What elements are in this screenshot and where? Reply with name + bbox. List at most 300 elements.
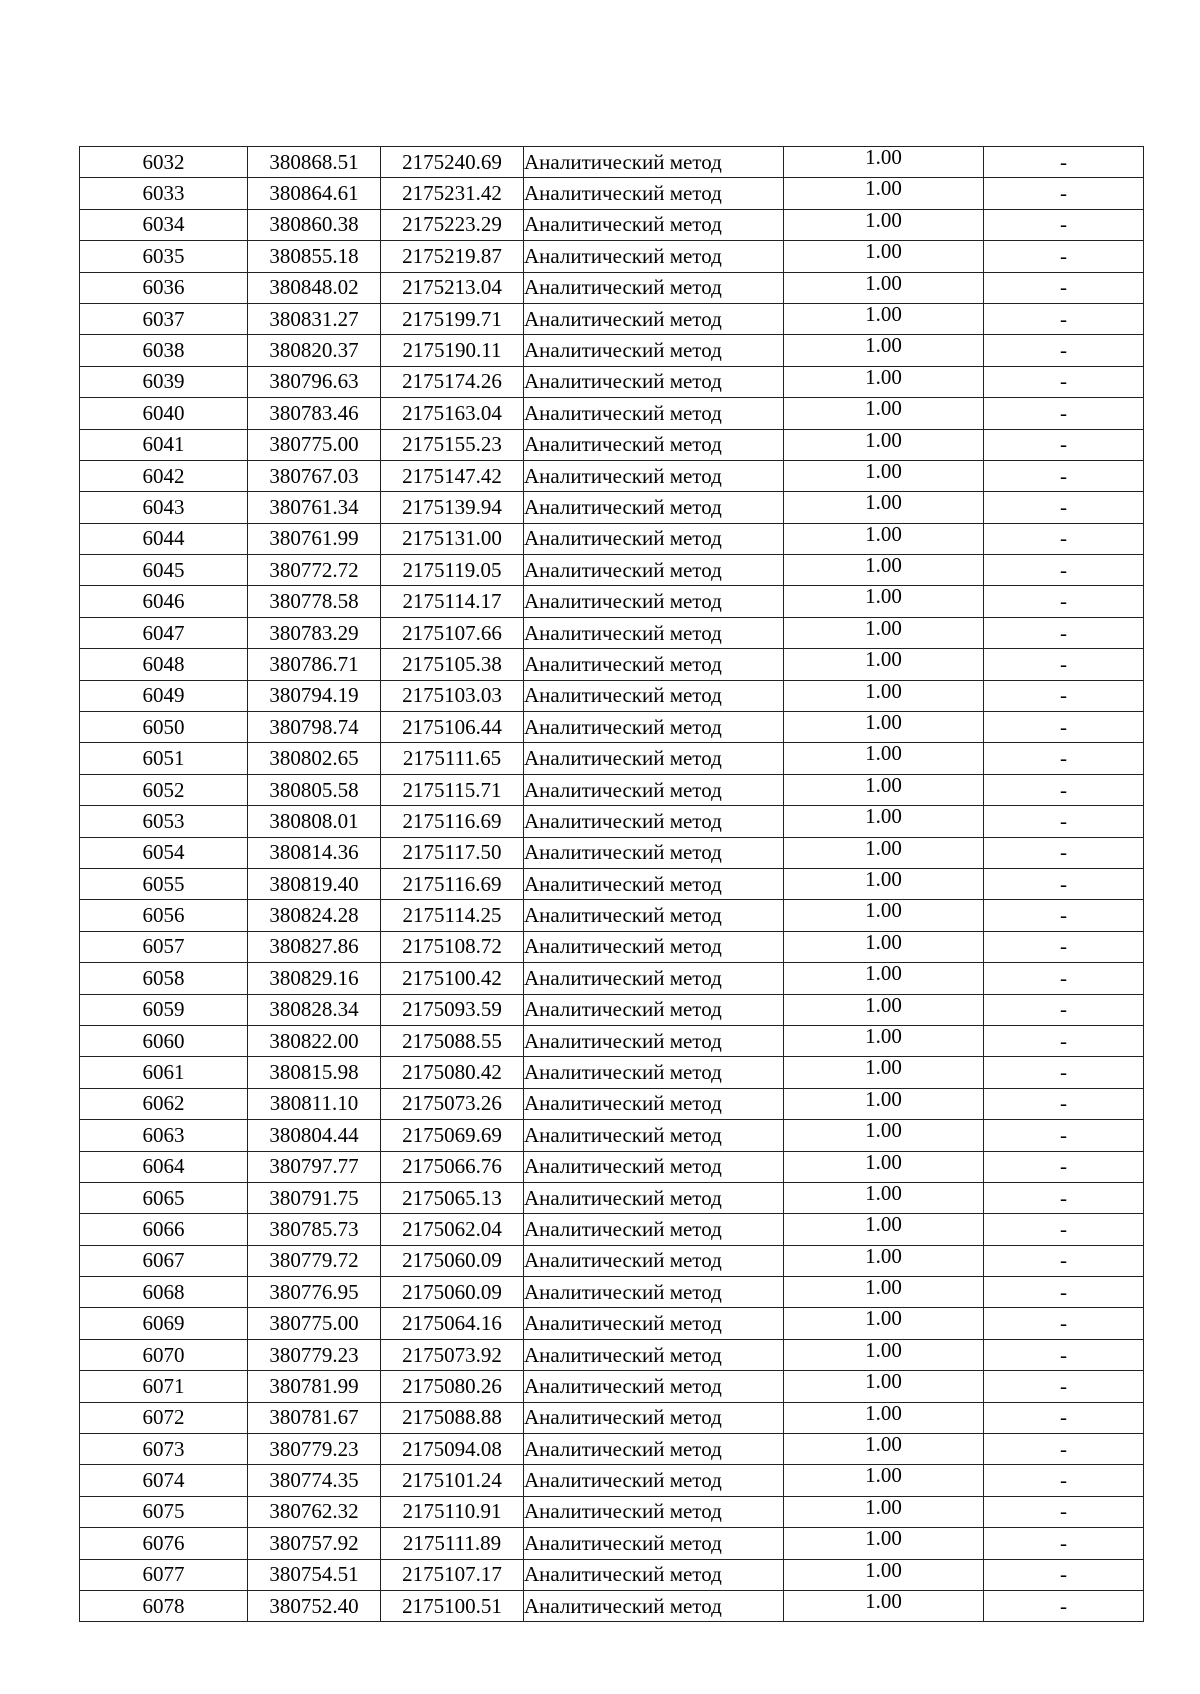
point-number-cell: 6040	[80, 398, 248, 429]
x-coordinate-cell: 380868.51	[248, 147, 381, 178]
error-cell: 1.00	[784, 555, 984, 586]
error-cell: 1.00	[784, 241, 984, 272]
method-cell: Аналитический метод	[524, 586, 784, 617]
table-row	[80, 147, 1144, 178]
note-cell: -	[984, 1308, 1144, 1339]
error-cell: 1.00	[784, 398, 984, 429]
table-row	[80, 335, 1144, 366]
table-row	[80, 1120, 1144, 1151]
method-cell: Аналитический метод	[524, 712, 784, 743]
method-cell: Аналитический метод	[524, 1339, 784, 1370]
x-coordinate-cell: 380775.00	[248, 429, 381, 460]
error-cell: 1.00	[784, 1182, 984, 1213]
table-row	[80, 1528, 1144, 1559]
error-cell: 1.00	[784, 1434, 984, 1465]
note-cell: -	[984, 994, 1144, 1025]
point-number-cell: 6071	[80, 1371, 248, 1402]
note-cell: -	[984, 1559, 1144, 1590]
y-coordinate-cell: 2175064.16	[381, 1308, 524, 1339]
y-coordinate-cell: 2175107.66	[381, 617, 524, 648]
table-row	[80, 680, 1144, 711]
error-cell: 1.00	[784, 1057, 984, 1088]
table-row	[80, 617, 1144, 648]
y-coordinate-cell: 2175119.05	[381, 555, 524, 586]
y-coordinate-cell: 2175103.03	[381, 680, 524, 711]
method-cell: Аналитический метод	[524, 1151, 784, 1182]
x-coordinate-cell: 380802.65	[248, 743, 381, 774]
y-coordinate-cell: 2175073.26	[381, 1088, 524, 1119]
note-cell: -	[984, 1590, 1144, 1621]
error-cell: 1.00	[784, 1496, 984, 1527]
y-coordinate-cell: 2175114.17	[381, 586, 524, 617]
point-number-cell: 6048	[80, 649, 248, 680]
table-row	[80, 1245, 1144, 1276]
error-cell: 1.00	[784, 335, 984, 366]
x-coordinate-cell: 380786.71	[248, 649, 381, 680]
method-cell: Аналитический метод	[524, 1496, 784, 1527]
y-coordinate-cell: 2175106.44	[381, 712, 524, 743]
x-coordinate-cell: 380761.34	[248, 492, 381, 523]
error-cell: 1.00	[784, 1277, 984, 1308]
point-number-cell: 6060	[80, 1025, 248, 1056]
point-number-cell: 6064	[80, 1151, 248, 1182]
table-row	[80, 994, 1144, 1025]
x-coordinate-cell: 380774.35	[248, 1465, 381, 1496]
x-coordinate-cell: 380791.75	[248, 1182, 381, 1213]
table-row	[80, 555, 1144, 586]
error-cell: 1.00	[784, 1371, 984, 1402]
table-row	[80, 900, 1144, 931]
y-coordinate-cell: 2175088.55	[381, 1025, 524, 1056]
table-row	[80, 931, 1144, 962]
x-coordinate-cell: 380822.00	[248, 1025, 381, 1056]
point-number-cell: 6072	[80, 1402, 248, 1433]
error-cell: 1.00	[784, 586, 984, 617]
x-coordinate-cell: 380776.95	[248, 1277, 381, 1308]
method-cell: Аналитический метод	[524, 366, 784, 397]
point-number-cell: 6037	[80, 303, 248, 334]
point-number-cell: 6068	[80, 1277, 248, 1308]
method-cell: Аналитический метод	[524, 555, 784, 586]
table-row	[80, 774, 1144, 805]
y-coordinate-cell: 2175062.04	[381, 1214, 524, 1245]
x-coordinate-cell: 380831.27	[248, 303, 381, 334]
x-coordinate-cell: 380796.63	[248, 366, 381, 397]
point-number-cell: 6050	[80, 712, 248, 743]
y-coordinate-cell: 2175199.71	[381, 303, 524, 334]
table-row	[80, 1151, 1144, 1182]
x-coordinate-cell: 380761.99	[248, 523, 381, 554]
error-cell: 1.00	[784, 460, 984, 491]
table-row	[80, 1496, 1144, 1527]
x-coordinate-cell: 380783.46	[248, 398, 381, 429]
x-coordinate-cell: 380779.72	[248, 1245, 381, 1276]
error-cell: 1.00	[784, 963, 984, 994]
table-row	[80, 963, 1144, 994]
note-cell: -	[984, 1214, 1144, 1245]
point-number-cell: 6070	[80, 1339, 248, 1370]
method-cell: Аналитический метод	[524, 1465, 784, 1496]
method-cell: Аналитический метод	[524, 523, 784, 554]
method-cell: Аналитический метод	[524, 1371, 784, 1402]
method-cell: Аналитический метод	[524, 241, 784, 272]
error-cell: 1.00	[784, 1465, 984, 1496]
y-coordinate-cell: 2175213.04	[381, 272, 524, 303]
x-coordinate-cell: 380794.19	[248, 680, 381, 711]
note-cell: -	[984, 837, 1144, 868]
error-cell: 1.00	[784, 837, 984, 868]
y-coordinate-cell: 2175223.29	[381, 209, 524, 240]
y-coordinate-cell: 2175111.89	[381, 1528, 524, 1559]
x-coordinate-cell: 380785.73	[248, 1214, 381, 1245]
note-cell: -	[984, 1434, 1144, 1465]
table-row	[80, 868, 1144, 899]
point-number-cell: 6041	[80, 429, 248, 460]
error-cell: 1.00	[784, 147, 984, 178]
method-cell: Аналитический метод	[524, 1025, 784, 1056]
y-coordinate-cell: 2175094.08	[381, 1434, 524, 1465]
point-number-cell: 6035	[80, 241, 248, 272]
method-cell: Аналитический метод	[524, 1590, 784, 1621]
note-cell: -	[984, 680, 1144, 711]
method-cell: Аналитический метод	[524, 931, 784, 962]
point-number-cell: 6069	[80, 1308, 248, 1339]
x-coordinate-cell: 380811.10	[248, 1088, 381, 1119]
point-number-cell: 6053	[80, 806, 248, 837]
error-cell: 1.00	[784, 429, 984, 460]
note-cell: -	[984, 492, 1144, 523]
y-coordinate-cell: 2175093.59	[381, 994, 524, 1025]
table-row	[80, 209, 1144, 240]
method-cell: Аналитический метод	[524, 963, 784, 994]
method-cell: Аналитический метод	[524, 1245, 784, 1276]
table-row	[80, 1371, 1144, 1402]
table-row	[80, 1057, 1144, 1088]
x-coordinate-cell: 380805.58	[248, 774, 381, 805]
error-cell: 1.00	[784, 806, 984, 837]
x-coordinate-cell: 380779.23	[248, 1339, 381, 1370]
note-cell: -	[984, 1120, 1144, 1151]
error-cell: 1.00	[784, 680, 984, 711]
method-cell: Аналитический метод	[524, 429, 784, 460]
note-cell: -	[984, 931, 1144, 962]
error-cell: 1.00	[784, 931, 984, 962]
method-cell: Аналитический метод	[524, 837, 784, 868]
note-cell: -	[984, 178, 1144, 209]
table-row	[80, 523, 1144, 554]
error-cell: 1.00	[784, 1245, 984, 1276]
y-coordinate-cell: 2175105.38	[381, 649, 524, 680]
table-row	[80, 1182, 1144, 1213]
error-cell: 1.00	[784, 617, 984, 648]
x-coordinate-cell: 380824.28	[248, 900, 381, 931]
y-coordinate-cell: 2175080.42	[381, 1057, 524, 1088]
method-cell: Аналитический метод	[524, 1120, 784, 1151]
note-cell: -	[984, 335, 1144, 366]
y-coordinate-cell: 2175190.11	[381, 335, 524, 366]
y-coordinate-cell: 2175060.09	[381, 1245, 524, 1276]
x-coordinate-cell: 380855.18	[248, 241, 381, 272]
method-cell: Аналитический метод	[524, 147, 784, 178]
table-row	[80, 1214, 1144, 1245]
point-number-cell: 6058	[80, 963, 248, 994]
x-coordinate-cell: 380767.03	[248, 460, 381, 491]
table-row	[80, 743, 1144, 774]
note-cell: -	[984, 1528, 1144, 1559]
method-cell: Аналитический метод	[524, 1559, 784, 1590]
x-coordinate-cell: 380804.44	[248, 1120, 381, 1151]
method-cell: Аналитический метод	[524, 806, 784, 837]
table-row	[80, 837, 1144, 868]
error-cell: 1.00	[784, 1214, 984, 1245]
error-cell: 1.00	[784, 1559, 984, 1590]
table-row	[80, 1308, 1144, 1339]
x-coordinate-cell: 380752.40	[248, 1590, 381, 1621]
table-row	[80, 1025, 1144, 1056]
point-number-cell: 6045	[80, 555, 248, 586]
note-cell: -	[984, 1182, 1144, 1213]
method-cell: Аналитический метод	[524, 900, 784, 931]
error-cell: 1.00	[784, 743, 984, 774]
note-cell: -	[984, 241, 1144, 272]
note-cell: -	[984, 147, 1144, 178]
note-cell: -	[984, 586, 1144, 617]
point-number-cell: 6046	[80, 586, 248, 617]
x-coordinate-cell: 380781.67	[248, 1402, 381, 1433]
table-row	[80, 272, 1144, 303]
method-cell: Аналитический метод	[524, 492, 784, 523]
method-cell: Аналитический метод	[524, 178, 784, 209]
y-coordinate-cell: 2175108.72	[381, 931, 524, 962]
point-number-cell: 6043	[80, 492, 248, 523]
method-cell: Аналитический метод	[524, 1214, 784, 1245]
error-cell: 1.00	[784, 303, 984, 334]
note-cell: -	[984, 1057, 1144, 1088]
table-row	[80, 712, 1144, 743]
y-coordinate-cell: 2175219.87	[381, 241, 524, 272]
note-cell: -	[984, 712, 1144, 743]
point-number-cell: 6049	[80, 680, 248, 711]
y-coordinate-cell: 2175139.94	[381, 492, 524, 523]
note-cell: -	[984, 868, 1144, 899]
error-cell: 1.00	[784, 712, 984, 743]
point-number-cell: 6065	[80, 1182, 248, 1213]
y-coordinate-cell: 2175174.26	[381, 366, 524, 397]
x-coordinate-cell: 380820.37	[248, 335, 381, 366]
error-cell: 1.00	[784, 1025, 984, 1056]
x-coordinate-cell: 380781.99	[248, 1371, 381, 1402]
method-cell: Аналитический метод	[524, 1057, 784, 1088]
x-coordinate-cell: 380819.40	[248, 868, 381, 899]
method-cell: Аналитический метод	[524, 649, 784, 680]
point-number-cell: 6032	[80, 147, 248, 178]
note-cell: -	[984, 429, 1144, 460]
y-coordinate-cell: 2175065.13	[381, 1182, 524, 1213]
x-coordinate-cell: 380762.32	[248, 1496, 381, 1527]
y-coordinate-cell: 2175147.42	[381, 460, 524, 491]
method-cell: Аналитический метод	[524, 743, 784, 774]
y-coordinate-cell: 2175131.00	[381, 523, 524, 554]
coordinates-table-body	[80, 147, 1144, 1622]
table-row	[80, 303, 1144, 334]
error-cell: 1.00	[784, 649, 984, 680]
x-coordinate-cell: 380829.16	[248, 963, 381, 994]
note-cell: -	[984, 1402, 1144, 1433]
y-coordinate-cell: 2175060.09	[381, 1277, 524, 1308]
x-coordinate-cell: 380864.61	[248, 178, 381, 209]
y-coordinate-cell: 2175163.04	[381, 398, 524, 429]
x-coordinate-cell: 380783.29	[248, 617, 381, 648]
table-row	[80, 649, 1144, 680]
note-cell: -	[984, 649, 1144, 680]
y-coordinate-cell: 2175117.50	[381, 837, 524, 868]
error-cell: 1.00	[784, 994, 984, 1025]
note-cell: -	[984, 460, 1144, 491]
error-cell: 1.00	[784, 272, 984, 303]
point-number-cell: 6039	[80, 366, 248, 397]
y-coordinate-cell: 2175107.17	[381, 1559, 524, 1590]
error-cell: 1.00	[784, 209, 984, 240]
method-cell: Аналитический метод	[524, 868, 784, 899]
table-row	[80, 366, 1144, 397]
point-number-cell: 6075	[80, 1496, 248, 1527]
error-cell: 1.00	[784, 1590, 984, 1621]
note-cell: -	[984, 1025, 1144, 1056]
y-coordinate-cell: 2175073.92	[381, 1339, 524, 1370]
point-number-cell: 6038	[80, 335, 248, 366]
x-coordinate-cell: 380754.51	[248, 1559, 381, 1590]
note-cell: -	[984, 743, 1144, 774]
method-cell: Аналитический метод	[524, 617, 784, 648]
note-cell: -	[984, 806, 1144, 837]
table-row	[80, 460, 1144, 491]
x-coordinate-cell: 380775.00	[248, 1308, 381, 1339]
table-row	[80, 241, 1144, 272]
table-row	[80, 1590, 1144, 1621]
table-row	[80, 398, 1144, 429]
note-cell: -	[984, 963, 1144, 994]
y-coordinate-cell: 2175080.26	[381, 1371, 524, 1402]
method-cell: Аналитический метод	[524, 1434, 784, 1465]
point-number-cell: 6051	[80, 743, 248, 774]
error-cell: 1.00	[784, 1120, 984, 1151]
method-cell: Аналитический метод	[524, 1308, 784, 1339]
note-cell: -	[984, 366, 1144, 397]
x-coordinate-cell: 380778.58	[248, 586, 381, 617]
point-number-cell: 6055	[80, 868, 248, 899]
point-number-cell: 6063	[80, 1120, 248, 1151]
error-cell: 1.00	[784, 774, 984, 805]
table-row	[80, 1277, 1144, 1308]
error-cell: 1.00	[784, 492, 984, 523]
error-cell: 1.00	[784, 900, 984, 931]
table-row	[80, 1339, 1144, 1370]
x-coordinate-cell: 380848.02	[248, 272, 381, 303]
y-coordinate-cell: 2175114.25	[381, 900, 524, 931]
table-row	[80, 1088, 1144, 1119]
point-number-cell: 6077	[80, 1559, 248, 1590]
note-cell: -	[984, 555, 1144, 586]
note-cell: -	[984, 617, 1144, 648]
y-coordinate-cell: 2175116.69	[381, 868, 524, 899]
x-coordinate-cell: 380828.34	[248, 994, 381, 1025]
table-row	[80, 1559, 1144, 1590]
method-cell: Аналитический метод	[524, 209, 784, 240]
point-number-cell: 6047	[80, 617, 248, 648]
table-row	[80, 806, 1144, 837]
y-coordinate-cell: 2175155.23	[381, 429, 524, 460]
note-cell: -	[984, 774, 1144, 805]
point-number-cell: 6054	[80, 837, 248, 868]
y-coordinate-cell: 2175110.91	[381, 1496, 524, 1527]
y-coordinate-cell: 2175231.42	[381, 178, 524, 209]
table-row	[80, 178, 1144, 209]
note-cell: -	[984, 1245, 1144, 1276]
x-coordinate-cell: 380779.23	[248, 1434, 381, 1465]
table-row	[80, 1434, 1144, 1465]
x-coordinate-cell: 380757.92	[248, 1528, 381, 1559]
y-coordinate-cell: 2175066.76	[381, 1151, 524, 1182]
note-cell: -	[984, 303, 1144, 334]
x-coordinate-cell: 380798.74	[248, 712, 381, 743]
method-cell: Аналитический метод	[524, 1402, 784, 1433]
method-cell: Аналитический метод	[524, 994, 784, 1025]
note-cell: -	[984, 1465, 1144, 1496]
error-cell: 1.00	[784, 178, 984, 209]
x-coordinate-cell: 380827.86	[248, 931, 381, 962]
note-cell: -	[984, 398, 1144, 429]
note-cell: -	[984, 1277, 1144, 1308]
point-number-cell: 6056	[80, 900, 248, 931]
method-cell: Аналитический метод	[524, 460, 784, 491]
note-cell: -	[984, 1371, 1144, 1402]
method-cell: Аналитический метод	[524, 1088, 784, 1119]
method-cell: Аналитический метод	[524, 680, 784, 711]
x-coordinate-cell: 380808.01	[248, 806, 381, 837]
point-number-cell: 6059	[80, 994, 248, 1025]
error-cell: 1.00	[784, 1402, 984, 1433]
x-coordinate-cell: 380814.36	[248, 837, 381, 868]
y-coordinate-cell: 2175115.71	[381, 774, 524, 805]
x-coordinate-cell: 380772.72	[248, 555, 381, 586]
note-cell: -	[984, 209, 1144, 240]
note-cell: -	[984, 1496, 1144, 1527]
point-number-cell: 6066	[80, 1214, 248, 1245]
y-coordinate-cell: 2175100.51	[381, 1590, 524, 1621]
method-cell: Аналитический метод	[524, 1528, 784, 1559]
y-coordinate-cell: 2175111.65	[381, 743, 524, 774]
method-cell: Аналитический метод	[524, 1182, 784, 1213]
y-coordinate-cell: 2175100.42	[381, 963, 524, 994]
note-cell: -	[984, 523, 1144, 554]
method-cell: Аналитический метод	[524, 774, 784, 805]
point-number-cell: 6076	[80, 1528, 248, 1559]
method-cell: Аналитический метод	[524, 335, 784, 366]
error-cell: 1.00	[784, 1339, 984, 1370]
point-number-cell: 6057	[80, 931, 248, 962]
y-coordinate-cell: 2175116.69	[381, 806, 524, 837]
error-cell: 1.00	[784, 1528, 984, 1559]
y-coordinate-cell: 2175069.69	[381, 1120, 524, 1151]
y-coordinate-cell: 2175101.24	[381, 1465, 524, 1496]
note-cell: -	[984, 1151, 1144, 1182]
table-row	[80, 492, 1144, 523]
error-cell: 1.00	[784, 1308, 984, 1339]
x-coordinate-cell: 380797.77	[248, 1151, 381, 1182]
point-number-cell: 6061	[80, 1057, 248, 1088]
x-coordinate-cell: 380815.98	[248, 1057, 381, 1088]
note-cell: -	[984, 900, 1144, 931]
